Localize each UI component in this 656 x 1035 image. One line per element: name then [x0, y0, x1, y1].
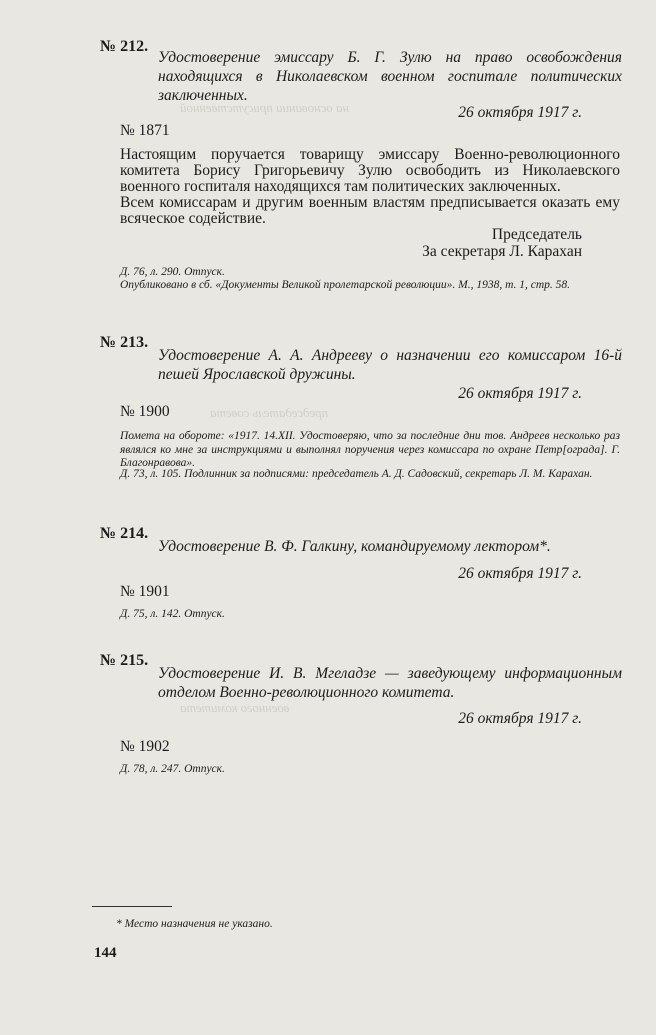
signature-title: Председатель — [491, 226, 582, 243]
page-number: 144 — [94, 945, 117, 961]
doc-212-body — [120, 147, 620, 227]
doc-215-title: Удостоверение И. В. Мгеладзе — заведующему информационным отделом Военно-революционного комитета. — [158, 665, 622, 701]
signature-secretary: За секретаря Л. Карахан — [422, 243, 582, 260]
doc-214-registry-number: № 1901 — [120, 583, 170, 600]
bleed-through-text: председатель совета — [210, 405, 329, 420]
doc-212-number: № 212. — [100, 38, 149, 55]
doc-213-archive-note: Д. 73, л. 105. Подлинник за подписями: председатель А. Д. Садовский, секретарь Л. М. Карахан. — [120, 468, 593, 480]
doc-212-registry-number: № 1871 — [120, 122, 170, 139]
doc-215-date: 26 октября 1917 г. — [458, 710, 582, 727]
doc-212-archive-note: Д. 76, л. 290. Отпуск. — [120, 266, 225, 278]
doc-214-date: 26 октября 1917 г. — [458, 565, 582, 582]
doc-215-archive-note: Д. 78, л. 247. Отпуск. — [120, 763, 225, 775]
doc-212-publication-note: Опубликовано в сб. «Документы Великой пролетарской революции». М., 1938, т. 1, стр. 58. — [120, 279, 571, 291]
doc-214-archive-note: Д. 75, л. 142. Отпуск. — [120, 608, 225, 620]
footnote: * Место назначения не указано. — [116, 918, 273, 930]
doc-212-paragraph: Настоящим поручается товарищу эмиссару Военно-революционного комитета Борису Григорьевичу Зулю освободить из Николаевского военного госпиталя находящихся там политических заключенных. — [120, 146, 620, 195]
bleed-through-text: на основании присутственной — [180, 100, 349, 115]
doc-215-registry-number: № 1902 — [120, 738, 170, 755]
footnote-divider — [92, 906, 172, 907]
doc-213-date: 26 октября 1917 г. — [458, 385, 582, 402]
doc-213-reverse-mark: Пометa на обороте: «1917. 14.XII. Удостоверяю, что за последние дни тов. Андреев несколько раз являлся ко мне за инструкциями и выполнял поручения через комиссара по охране Петр[ограда]. Г. Благонравова». — [120, 430, 620, 469]
doc-214-title: Удостоверение В. Ф. Галкину, командируемому лектором*. — [158, 538, 551, 555]
doc-213-number: № 213. — [100, 334, 149, 351]
doc-212-signature — [422, 226, 582, 260]
doc-215-number: № 215. — [100, 652, 149, 669]
doc-213-registry-number: № 1900 — [120, 403, 170, 420]
doc-212-paragraph: Всем комиссарам и другим военным властям предписывается оказать ему всяческое содействие. — [120, 194, 620, 227]
doc-212-date: 26 октября 1917 г. — [458, 104, 582, 121]
bleed-through-text: военного комитета — [180, 700, 290, 715]
doc-212-title: Удостоверение эмиссару Б. Г. Зулю на право освобождения находящихся в Николаевском военном госпитале политических заключенных. — [158, 49, 622, 104]
doc-214-number: № 214. — [100, 525, 149, 542]
doc-213-title: Удостоверение А. А. Андрееву о назначении его комиссаром 16-й пешей Ярославской дружины. — [158, 347, 622, 383]
